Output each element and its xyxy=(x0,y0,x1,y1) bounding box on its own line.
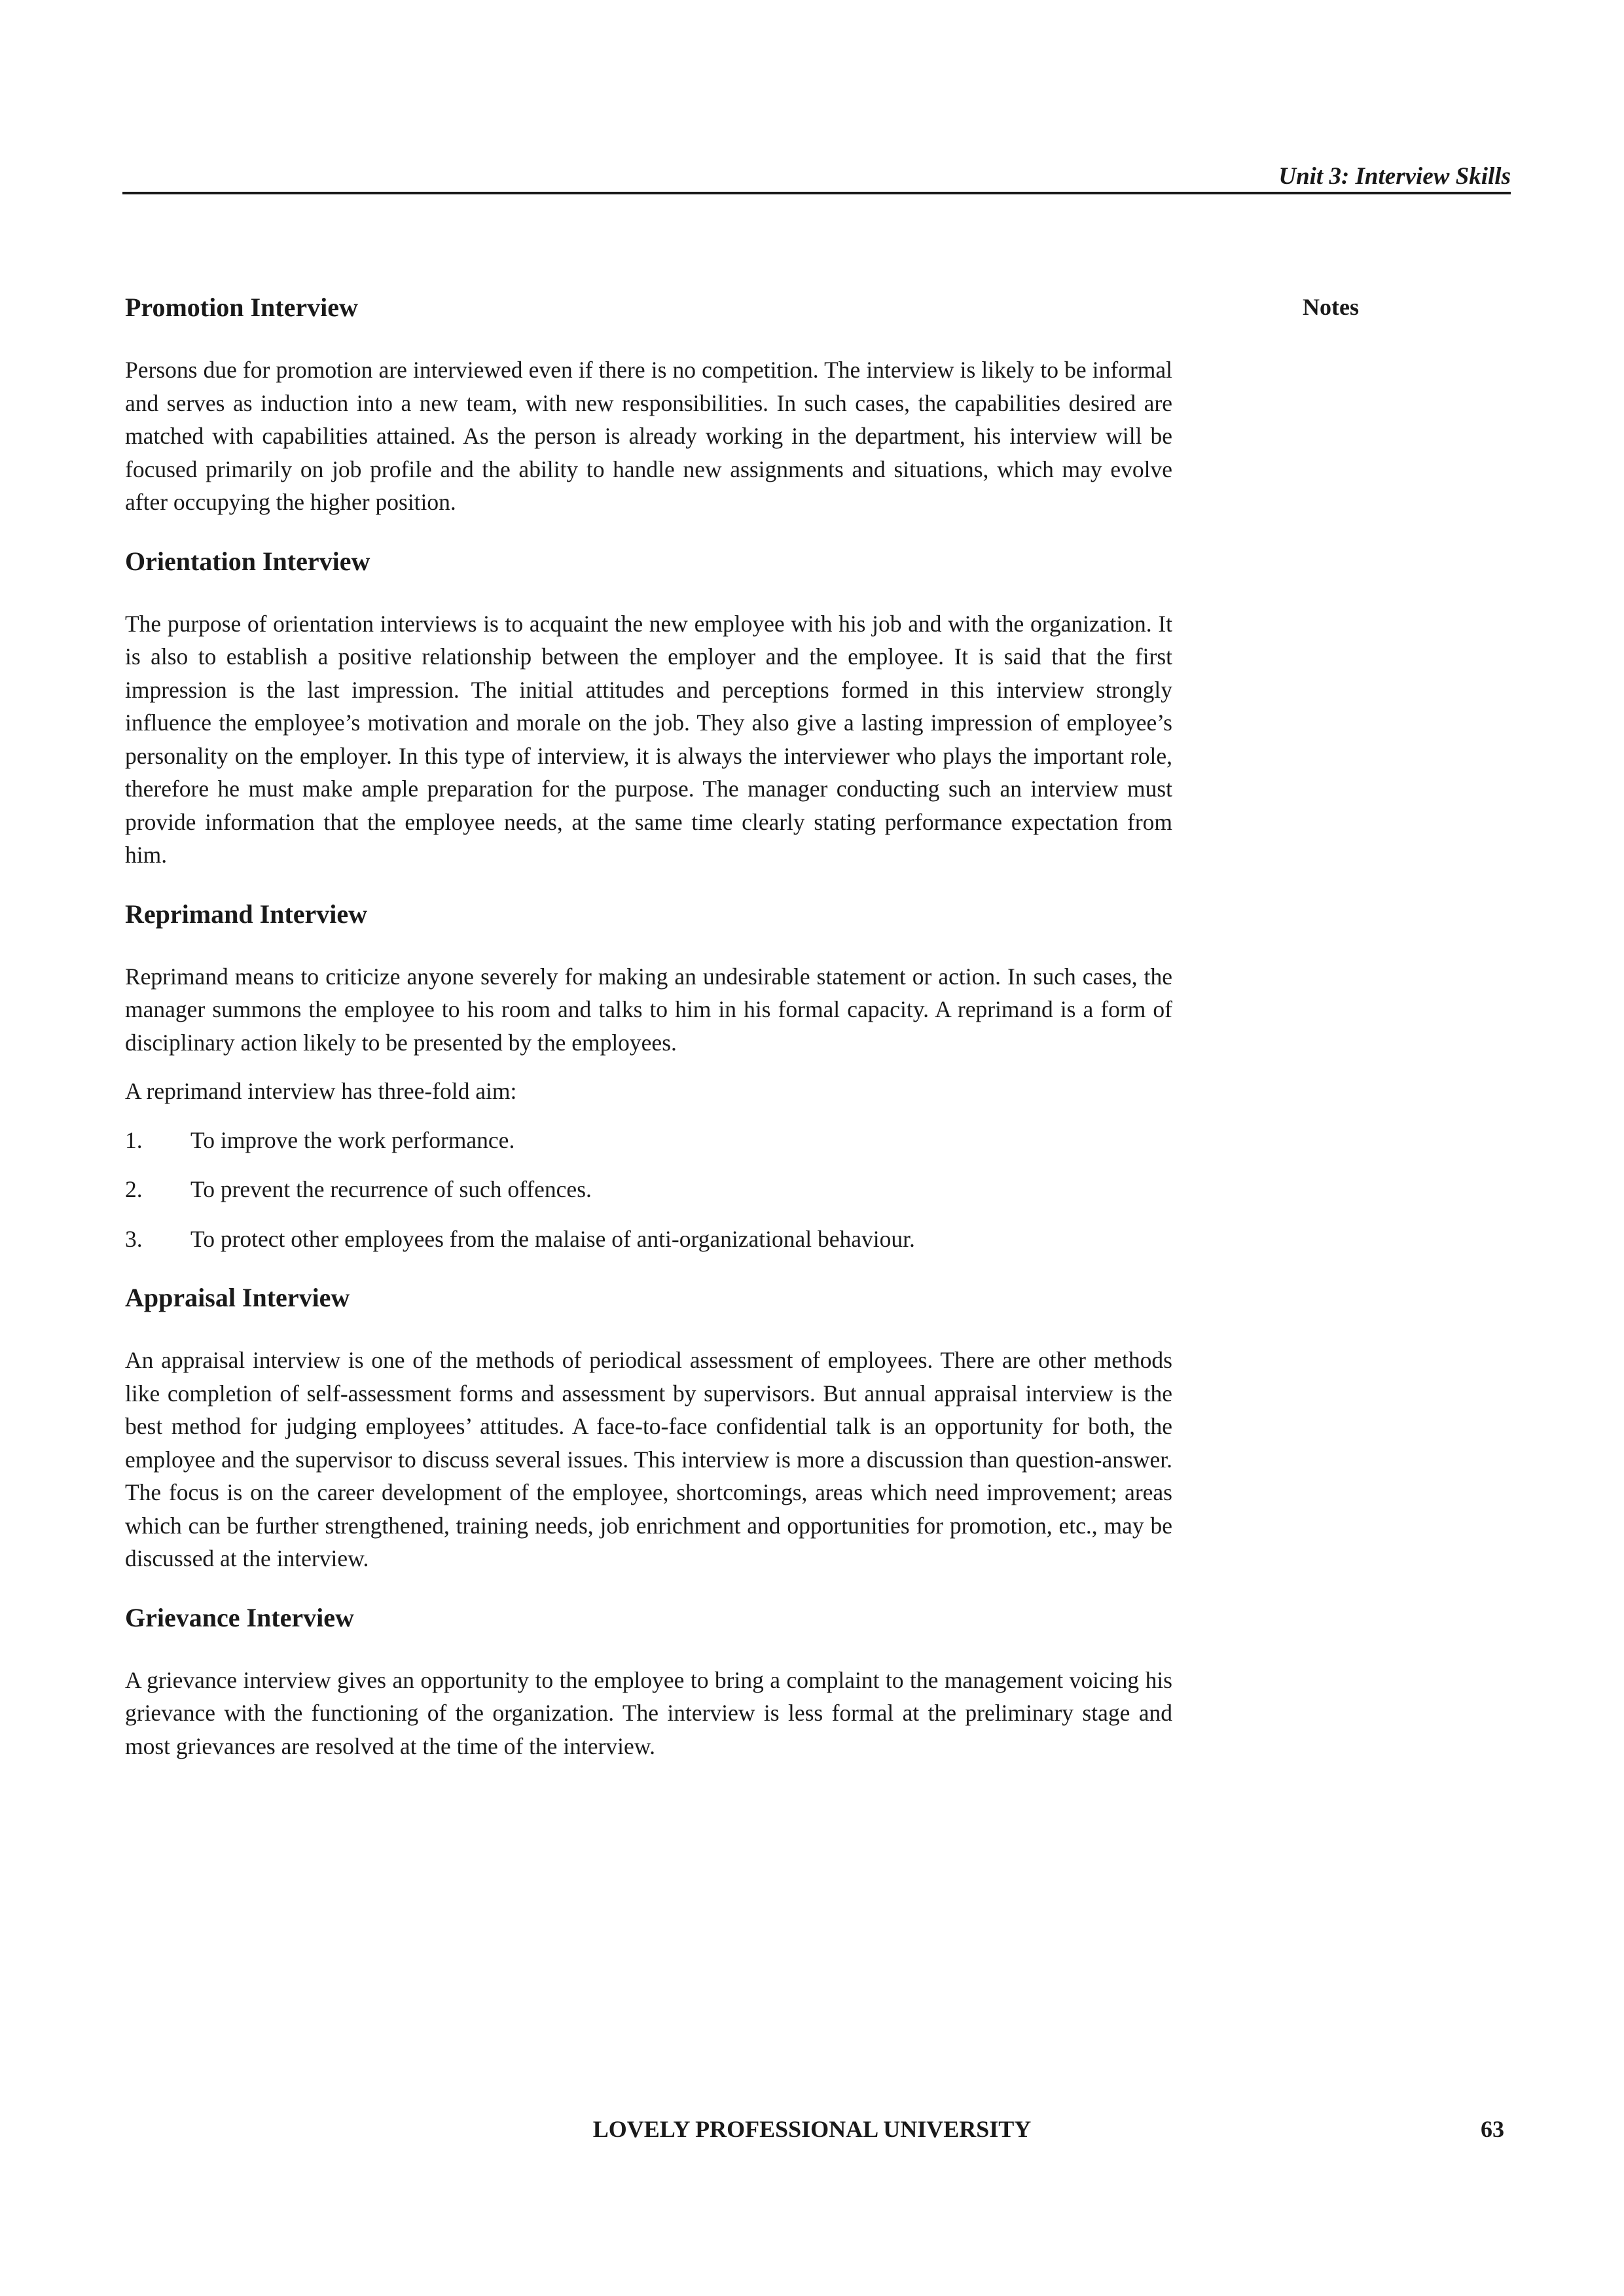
section-heading: Promotion Interview xyxy=(125,293,358,322)
section-grievance-interview xyxy=(125,1602,1172,1763)
running-header: Unit 3: Interview Skills xyxy=(1278,163,1511,190)
list-item-text: To prevent the recurrence of such offences. xyxy=(190,1176,592,1202)
notes-label: Notes xyxy=(1303,294,1359,320)
section-heading: Grievance Interview xyxy=(125,1602,354,1632)
paragraph: A grievance interview gives an opportunity to the employee to bring a complaint to the management voicing his grievance with the functioning of the organization. The interview is less formal at the preliminary stage and most grievances are resolved at the time of the interview. xyxy=(125,1666,1172,1759)
paragraph: A reprimand interview has three-fold aim: xyxy=(125,1078,517,1104)
list-number: 1. xyxy=(125,1126,143,1153)
footer-university: LOVELY PROFESSIONAL UNIVERSITY xyxy=(592,2116,1032,2142)
paragraph: An appraisal interview is one of the methods of periodical assessment of employees. There are other methods like completion of self-assessment forms and assessment by supervisors. But annual appraisal interview is the best method for judging employees’ attitudes. A face-to-face confidential talk is an opportunity for both, the employee and the supervisor to discuss several issues. This interview is more a discussion than question-answer. The focus is on the career development of the employee, shortcomings, areas which need improvement; areas which can be further strengthened, training needs, job enrichment and opportunities for promotion, etc., may be discussed at the interview. xyxy=(125,1347,1172,1571)
list-number: 3. xyxy=(125,1225,143,1252)
section-heading: Appraisal Interview xyxy=(125,1283,350,1312)
list-item-text: To improve the work performance. xyxy=(190,1126,515,1153)
paragraph: Reprimand means to criticize anyone severely for making an undesirable statement or action. In such cases, the manager summons the employee to his room and talks to him in his formal capacity. A reprimand is a form of disciplinary action likely to be presented by the employees. xyxy=(125,963,1172,1056)
list-item xyxy=(125,1223,1172,1256)
list-number: 2. xyxy=(125,1176,143,1202)
paragraph: The purpose of orientation interviews is to acquaint the new employee with his job and with the organization. It is also to establish a positive relationship between the employer and the employee. It is said that the first impression is the last impression. The initial attitudes and perceptions formed in this interview strongly influence the employee’s motivation and morale on the job. They also give a lasting impression of employee’s personality on the employer. In this type of interview, it is always the interviewer who plays the important role, therefore he must make ample preparation for the purpose. The manager conducting such an interview must provide information that the employee needs, at the same time clearly stating performance expectation from him. xyxy=(125,610,1172,868)
numbered-list xyxy=(125,1124,1172,1256)
header-rule xyxy=(122,192,1511,194)
list-item xyxy=(125,1124,1172,1157)
main-content xyxy=(125,291,1172,1789)
list-item xyxy=(125,1173,1172,1206)
section-heading: Orientation Interview xyxy=(125,546,370,576)
section-appraisal-interview xyxy=(125,1282,1172,1575)
section-heading: Reprimand Interview xyxy=(125,899,367,929)
section-orientation-interview xyxy=(125,545,1172,872)
page-number: 63 xyxy=(1481,2116,1504,2142)
section-promotion-interview xyxy=(125,291,1172,519)
section-reprimand-interview xyxy=(125,898,1172,1256)
list-item-text: To protect other employees from the malaise of anti-organizational behaviour. xyxy=(190,1225,915,1252)
paragraph: Persons due for promotion are interviewed even if there is no competition. The interview is likely to be informal and serves as induction into a new team, with new responsibilities. In such cases, the capabilities desired are matched with capabilities attained. As the person is already working in the department, his interview will be focused primarily on job profile and the ability to handle new assignments and situations, which may evolve after occupying the higher position. xyxy=(125,357,1172,515)
